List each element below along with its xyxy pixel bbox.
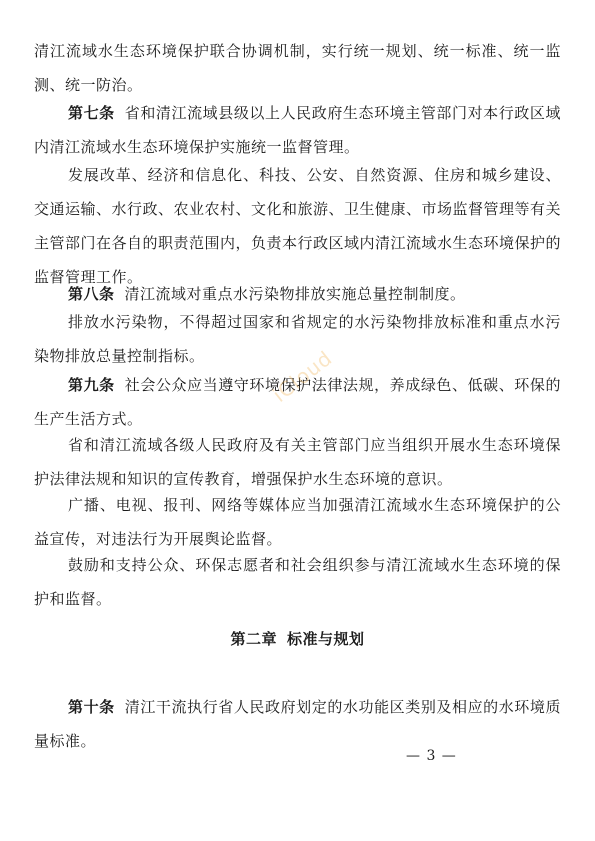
paragraph-text: 广播、电视、报刊、网络等媒体应当加强清江流域水生态环境保护的公益宣传，对违法行为开展舆论监督。 — [34, 496, 561, 548]
article-text: 清江流域对重点水污染物排放实施总量控制制度。 — [124, 285, 466, 303]
paragraph-text: 清江流域水生态环境保护联合协调机制，实行统一规划、统一标准、统一监测、统一防治。 — [34, 42, 561, 94]
article-number: 第十条 — [68, 698, 115, 716]
paragraph-text: 排放水污染物，不得超过国家和省规定的水污染物排放标准和重点水污染物排放总量控制指标。 — [34, 313, 561, 365]
paragraph-continuation — [34, 34, 561, 102]
paragraph — [34, 488, 561, 556]
chapter-title: 标准与规划 — [287, 630, 365, 648]
paragraph — [34, 548, 561, 616]
article-text: 清江干流执行省人民政府划定的水功能区类别及相应的水环境质量标准。 — [34, 698, 561, 750]
article-9 — [34, 368, 561, 436]
article-number: 第七条 — [68, 104, 115, 122]
paragraph — [34, 305, 561, 373]
paragraph-text: 鼓励和支持公众、环保志愿者和社会组织参与清江流域水生态环境的保护和监督。 — [34, 556, 561, 608]
article-10 — [34, 690, 561, 758]
chapter-number: 第二章 — [230, 630, 277, 648]
paragraph-text: 省和清江流域各级人民政府及有关主管部门应当组织开展水生态环境保护法律法规和知识的宣传教育，增强保护水生态环境的意识。 — [34, 436, 561, 488]
watermark: iCloud — [268, 345, 337, 407]
paragraph — [34, 428, 561, 496]
article-number: 第八条 — [68, 285, 115, 303]
article-number: 第九条 — [68, 376, 115, 394]
article-text: 省和清江流域县级以上人民政府生态环境主管部门对本行政区域内清江流域水生态环境保护实施统一监督管理。 — [34, 104, 561, 156]
chapter-heading — [0, 628, 595, 649]
article-7 — [34, 96, 561, 164]
paragraph-text: 发展改革、经济和信息化、科技、公安、自然资源、住房和城乡建设、交通运输、水行政、农业农村、文化和旅游、卫生健康、市场监督管理等有关主管部门在各自的职责范围内，负责本行政区域内清江流域水生态环境保护的监督管理工作。 — [34, 166, 562, 286]
page-number: — 3 — — [406, 748, 457, 764]
article-text: 社会公众应当遵守环境保护法律法规，养成绿色、低碳、环保的生产生活方式。 — [34, 376, 561, 428]
paragraph — [34, 158, 561, 294]
